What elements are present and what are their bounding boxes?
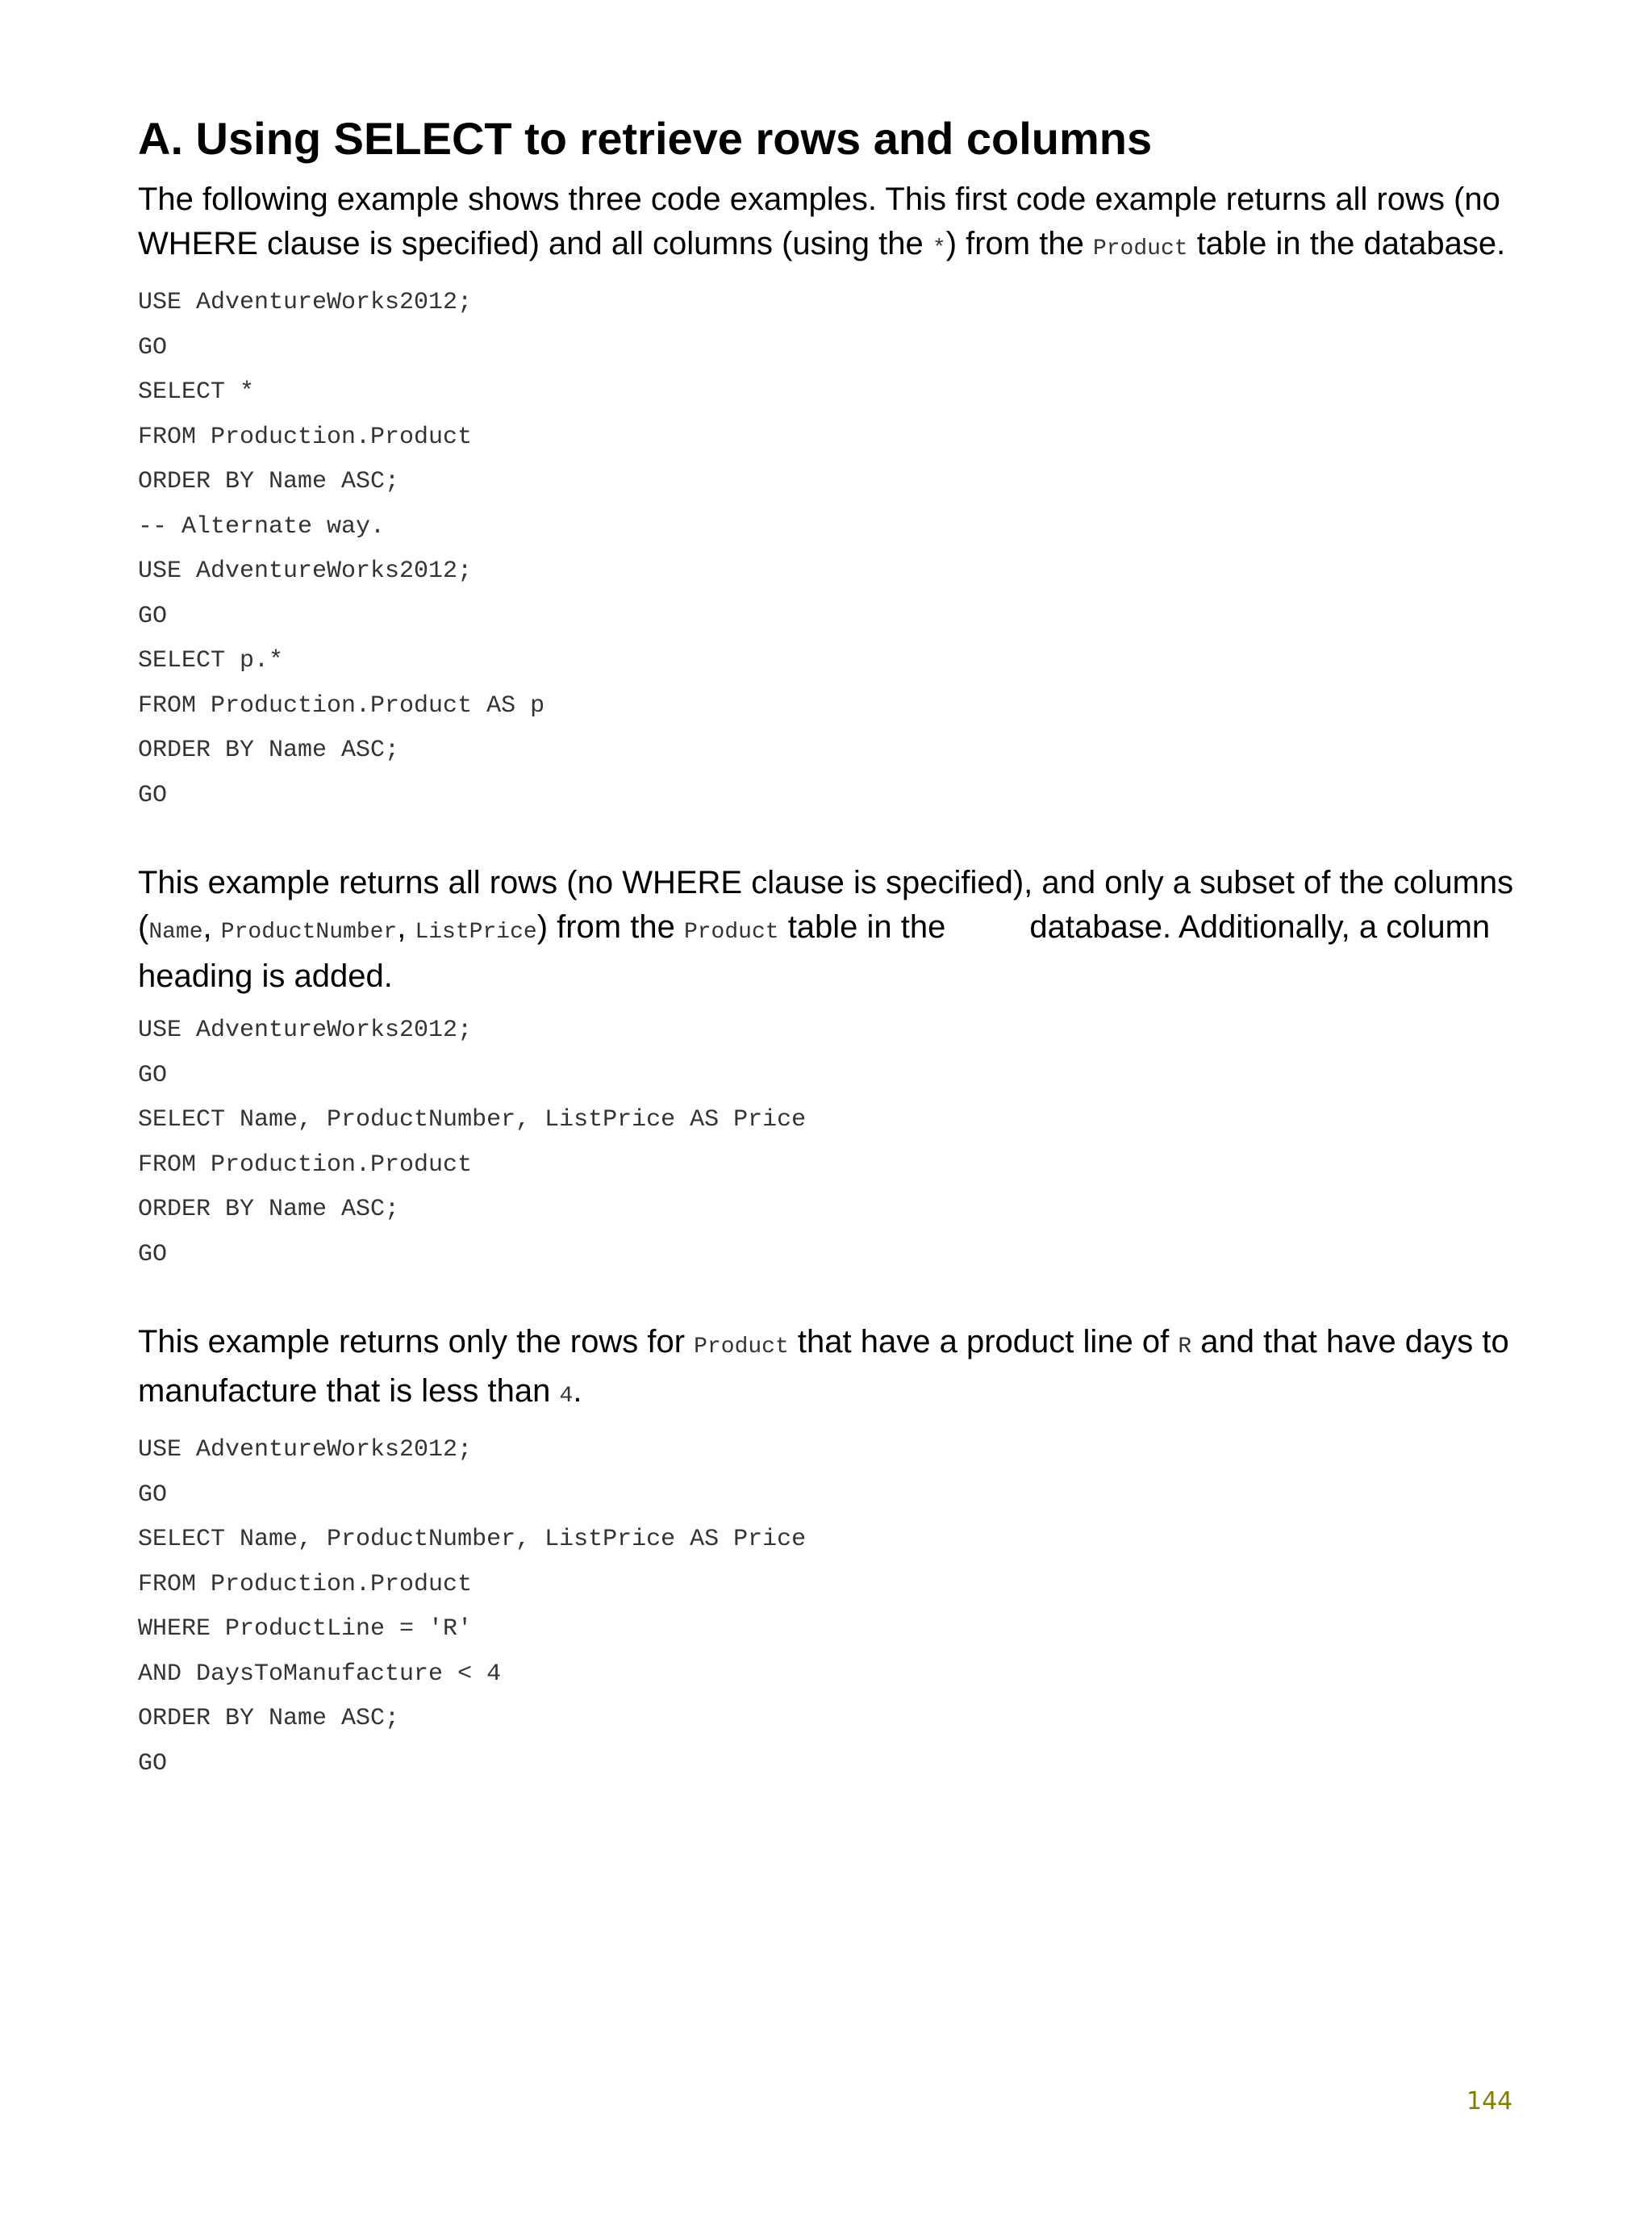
example-3-description [138,1320,1525,1418]
code-line: ORDER BY Name ASC; [138,1196,400,1223]
section-heading: A. Using SELECT to retrieve rows and columns [138,113,1153,164]
text-run: ) from the [536,909,684,945]
text-run: , [202,909,221,945]
code-line: FROM Production.Product [138,1151,473,1179]
code-line: USE AdventureWorks2012; [138,1436,473,1464]
code-line: WHERE ProductLine = 'R' [138,1615,473,1643]
code-line: GO [138,1061,168,1089]
example-1 [138,177,1525,818]
text-run: table in the database. [1187,226,1506,261]
text-run: This example returns only the rows for [138,1324,695,1359]
code-line: AND DaysToManufacture < 4 [138,1660,502,1688]
page-number: 144 [1466,2087,1513,2115]
code-line: FROM Production.Product [138,423,473,451]
example-3-code-block [138,1428,1525,1786]
code-line: FROM Production.Product AS p [138,691,545,720]
text-run: , [397,909,415,945]
text-run: and that have days to manufacture that is less than [138,1324,1509,1409]
code-line: ORDER BY Name ASC; [138,1705,400,1732]
code-line: USE AdventureWorks2012; [138,558,473,585]
code-line: SELECT Name, ProductNumber, ListPrice AS Price [138,1526,807,1553]
code-line: GO [138,1240,168,1268]
text-run: This example returns all rows (no WHERE clause is specified), and only a subset of the columns ( [138,865,1514,945]
code-line: GO [138,1749,168,1777]
code-line: USE AdventureWorks2012; [138,289,473,316]
code-line: SELECT * [138,378,255,406]
inline-code: 4 [559,1384,574,1409]
inline-code: * [932,236,946,261]
example-1-code-block [138,281,1525,818]
example-2-description [138,861,1525,999]
text-run: ) from the [945,226,1093,261]
text-run: database. Additionally, a column heading is added. [138,909,1491,994]
code-line: ORDER BY Name ASC; [138,737,400,764]
code-line: FROM Production.Product [138,1570,473,1598]
code-line: GO [138,781,168,809]
example-3 [138,1320,1525,1786]
code-line: -- Alternate way. [138,512,386,541]
code-line: SELECT Name, ProductNumber, ListPrice AS Price [138,1106,807,1134]
inline-code: Product [1092,236,1188,261]
code-line: GO [138,602,168,630]
text-run: . [573,1373,582,1409]
example-2-code-block [138,1009,1525,1277]
code-line: GO [138,333,168,361]
example-1-description [138,177,1525,271]
inline-code: Product [683,920,779,945]
inline-code: Product [694,1334,789,1359]
inline-code: ProductNumber [220,920,398,945]
example-2 [138,861,1525,1277]
page-content [138,106,1525,1786]
code-line: GO [138,1481,168,1509]
code-line: SELECT p.* [138,647,284,674]
inline-code: Name [148,920,203,945]
code-line: USE AdventureWorks2012; [138,1017,473,1044]
code-line: ORDER BY Name ASC; [138,468,400,495]
text-run: table in the [778,909,946,945]
text-run: that have a product line of [788,1324,1179,1359]
text-run: The following example shows three code examples. This first code example returns all rows (no WHERE clause is specified) and all columns (using the [138,182,1500,261]
inline-code: R [1178,1334,1192,1359]
inline-code: ListPrice [415,920,537,945]
